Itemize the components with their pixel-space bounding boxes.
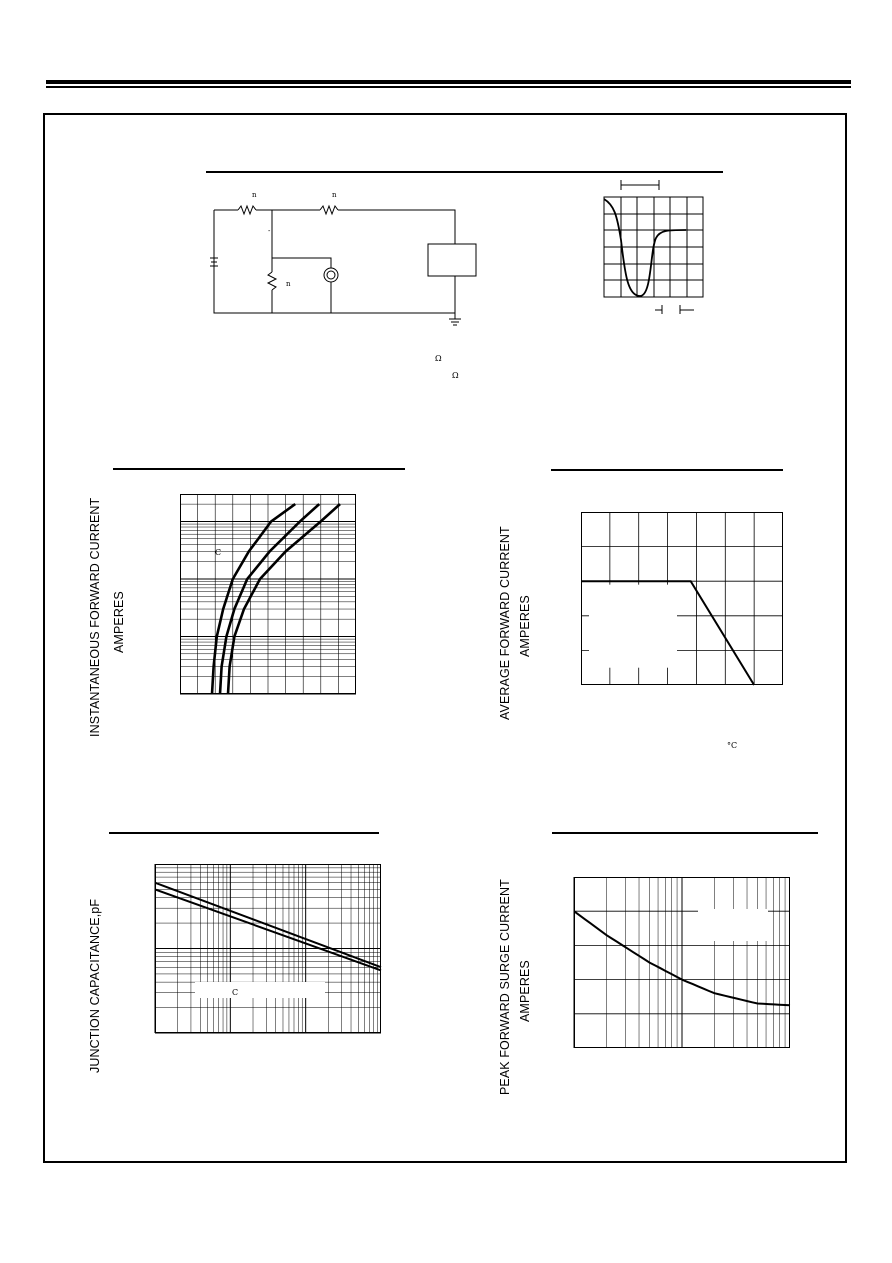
svg-text:n: n	[252, 191, 257, 199]
svg-text:n: n	[332, 191, 337, 199]
chart2-section-rule	[551, 469, 783, 471]
label-box	[698, 909, 768, 941]
label-box	[195, 982, 325, 998]
chart3-annotation: C	[232, 988, 239, 997]
series-line-1	[212, 504, 295, 694]
chart4-ylabel: PEAK FORWARD SURGE CURRENT	[498, 879, 512, 1095]
surge-current-chart	[574, 877, 790, 1048]
average-current-chart	[581, 512, 783, 685]
svg-text:-: -	[268, 227, 271, 235]
series-line-2	[220, 504, 319, 694]
svg-text:n: n	[286, 280, 291, 288]
chart3-section-rule	[109, 832, 379, 834]
chart2-ylabel-units: AMPERES	[518, 595, 532, 657]
chart1-annotation: C	[215, 548, 222, 557]
chart4-ylabel-units: AMPERES	[518, 960, 532, 1022]
series-line-1	[155, 883, 381, 968]
chart1-ylabel: INSTANTANEOUS FORWARD CURRENT	[88, 497, 102, 737]
series-line-3	[228, 504, 340, 694]
label-box	[589, 585, 677, 668]
series-line-2	[155, 889, 381, 970]
chart2-ylabel: AVERAGE FORWARD CURRENT	[498, 526, 512, 720]
junction-capacitance-chart	[155, 864, 381, 1033]
chart1-section-rule	[113, 468, 405, 470]
forward-current-chart	[180, 494, 356, 694]
chart2-annotation: °C	[727, 741, 738, 750]
chart4-section-rule	[552, 832, 818, 834]
chart1-ylabel-units: AMPERES	[112, 591, 126, 653]
chart3-ylabel: JUNCTION CAPACITANCE,pF	[88, 898, 102, 1073]
ohm-symbol-2: Ω	[452, 371, 459, 380]
ohm-symbol-1: Ω	[435, 354, 442, 363]
